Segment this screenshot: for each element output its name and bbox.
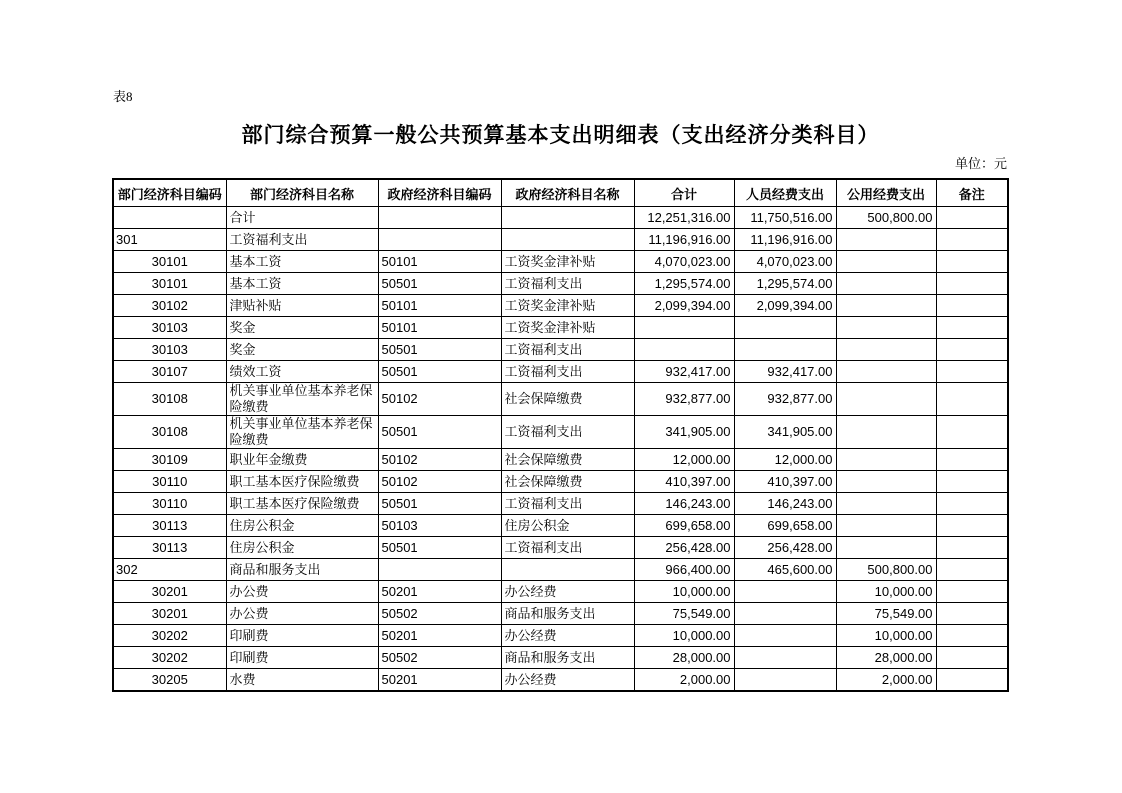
header-dept-name: 部门经济科目名称 — [226, 179, 378, 207]
cell-dept-name: 机关事业单位基本养老保险缴费 — [226, 416, 378, 449]
cell-dept-code: 302 — [113, 559, 226, 581]
cell-personnel — [734, 339, 836, 361]
cell-gov-code: 50501 — [378, 339, 501, 361]
cell-personnel: 2,099,394.00 — [734, 295, 836, 317]
cell-gov-name: 办公经费 — [501, 625, 634, 647]
table-row — [113, 603, 1008, 625]
cell-dept-name: 水费 — [226, 669, 378, 692]
cell-total: 12,251,316.00 — [634, 207, 734, 229]
cell-dept-name: 印刷费 — [226, 625, 378, 647]
cell-public-funds: 500,800.00 — [836, 559, 936, 581]
cell-dept-code: 30110 — [113, 471, 226, 493]
cell-dept-code: 30101 — [113, 251, 226, 273]
cell-dept-name: 办公费 — [226, 603, 378, 625]
cell-dept-code: 30201 — [113, 581, 226, 603]
cell-dept-name: 合计 — [226, 207, 378, 229]
header-remark: 备注 — [936, 179, 1008, 207]
cell-public-funds: 2,000.00 — [836, 669, 936, 692]
cell-remark — [936, 647, 1008, 669]
cell-total: 28,000.00 — [634, 647, 734, 669]
cell-public-funds — [836, 537, 936, 559]
table-row — [113, 295, 1008, 317]
cell-remark — [936, 559, 1008, 581]
cell-gov-code: 50101 — [378, 251, 501, 273]
table-row — [113, 581, 1008, 603]
cell-total: 10,000.00 — [634, 625, 734, 647]
cell-personnel: 11,196,916.00 — [734, 229, 836, 251]
cell-gov-name: 工资福利支出 — [501, 339, 634, 361]
cell-personnel: 1,295,574.00 — [734, 273, 836, 295]
table-row — [113, 625, 1008, 647]
cell-dept-code: 30101 — [113, 273, 226, 295]
cell-personnel: 465,600.00 — [734, 559, 836, 581]
cell-dept-code: 30202 — [113, 647, 226, 669]
cell-dept-code: 30103 — [113, 339, 226, 361]
cell-dept-name: 工资福利支出 — [226, 229, 378, 251]
cell-total: 4,070,023.00 — [634, 251, 734, 273]
header-row — [113, 179, 1008, 207]
header-personnel: 人员经费支出 — [734, 179, 836, 207]
cell-gov-name: 工资福利支出 — [501, 361, 634, 383]
cell-gov-code: 50201 — [378, 625, 501, 647]
cell-public-funds — [836, 361, 936, 383]
cell-remark — [936, 339, 1008, 361]
cell-gov-name: 工资福利支出 — [501, 273, 634, 295]
cell-public-funds — [836, 339, 936, 361]
cell-dept-name: 基本工资 — [226, 251, 378, 273]
cell-dept-name: 住房公积金 — [226, 537, 378, 559]
cell-public-funds — [836, 416, 936, 449]
cell-dept-code: 30113 — [113, 515, 226, 537]
table-row — [113, 339, 1008, 361]
cell-remark — [936, 383, 1008, 416]
table-row — [113, 207, 1008, 229]
cell-gov-name: 工资福利支出 — [501, 537, 634, 559]
table-header — [113, 179, 1008, 207]
cell-gov-code: 50501 — [378, 273, 501, 295]
document-page — [112, 0, 1009, 793]
cell-total: 2,000.00 — [634, 669, 734, 692]
cell-gov-code: 50102 — [378, 383, 501, 416]
cell-remark — [936, 581, 1008, 603]
cell-dept-code: 30113 — [113, 537, 226, 559]
table-row — [113, 416, 1008, 449]
header-gov-name: 政府经济科目名称 — [501, 179, 634, 207]
cell-remark — [936, 361, 1008, 383]
cell-gov-name: 社会保障缴费 — [501, 383, 634, 416]
cell-total: 256,428.00 — [634, 537, 734, 559]
table-row — [113, 559, 1008, 581]
cell-personnel: 699,658.00 — [734, 515, 836, 537]
cell-gov-code — [378, 559, 501, 581]
cell-remark — [936, 603, 1008, 625]
cell-remark — [936, 295, 1008, 317]
cell-gov-code: 50501 — [378, 493, 501, 515]
cell-total: 410,397.00 — [634, 471, 734, 493]
cell-dept-code: 30201 — [113, 603, 226, 625]
cell-total: 341,905.00 — [634, 416, 734, 449]
table-row — [113, 361, 1008, 383]
cell-remark — [936, 416, 1008, 449]
cell-dept-name: 商品和服务支出 — [226, 559, 378, 581]
cell-dept-code: 30109 — [113, 449, 226, 471]
cell-public-funds — [836, 515, 936, 537]
cell-dept-code: 30202 — [113, 625, 226, 647]
cell-public-funds: 75,549.00 — [836, 603, 936, 625]
table-row — [113, 383, 1008, 416]
cell-dept-code: 30108 — [113, 383, 226, 416]
table-row — [113, 647, 1008, 669]
cell-personnel: 11,750,516.00 — [734, 207, 836, 229]
cell-gov-name: 办公经费 — [501, 669, 634, 692]
cell-personnel: 932,877.00 — [734, 383, 836, 416]
cell-gov-code: 50502 — [378, 603, 501, 625]
cell-total — [634, 339, 734, 361]
budget-table — [112, 178, 1009, 692]
cell-dept-name: 奖金 — [226, 317, 378, 339]
cell-remark — [936, 317, 1008, 339]
cell-personnel: 410,397.00 — [734, 471, 836, 493]
cell-gov-code: 50102 — [378, 471, 501, 493]
cell-dept-code: 30110 — [113, 493, 226, 515]
cell-personnel: 146,243.00 — [734, 493, 836, 515]
cell-personnel: 256,428.00 — [734, 537, 836, 559]
table-row — [113, 317, 1008, 339]
cell-gov-code: 50101 — [378, 317, 501, 339]
cell-gov-code — [378, 229, 501, 251]
header-gov-code: 政府经济科目编码 — [378, 179, 501, 207]
cell-total: 12,000.00 — [634, 449, 734, 471]
cell-total: 932,417.00 — [634, 361, 734, 383]
cell-gov-name: 工资奖金津补贴 — [501, 295, 634, 317]
cell-dept-name: 职工基本医疗保险缴费 — [226, 493, 378, 515]
table-row — [113, 449, 1008, 471]
cell-remark — [936, 669, 1008, 692]
cell-gov-name: 商品和服务支出 — [501, 647, 634, 669]
table-row — [113, 229, 1008, 251]
cell-total: 932,877.00 — [634, 383, 734, 416]
unit-label: 单位：元 — [954, 156, 1007, 171]
cell-gov-code — [378, 207, 501, 229]
cell-gov-code: 50501 — [378, 416, 501, 449]
cell-dept-name: 职业年金缴费 — [226, 449, 378, 471]
cell-public-funds: 10,000.00 — [836, 625, 936, 647]
cell-public-funds — [836, 295, 936, 317]
cell-total: 1,295,574.00 — [634, 273, 734, 295]
cell-personnel: 12,000.00 — [734, 449, 836, 471]
cell-remark — [936, 229, 1008, 251]
cell-personnel — [734, 603, 836, 625]
cell-remark — [936, 273, 1008, 295]
cell-gov-name: 商品和服务支出 — [501, 603, 634, 625]
cell-gov-name — [501, 559, 634, 581]
cell-personnel: 4,070,023.00 — [734, 251, 836, 273]
cell-total: 146,243.00 — [634, 493, 734, 515]
cell-remark — [936, 625, 1008, 647]
table-row — [113, 493, 1008, 515]
cell-dept-name: 办公费 — [226, 581, 378, 603]
cell-gov-name: 办公经费 — [501, 581, 634, 603]
cell-personnel: 341,905.00 — [734, 416, 836, 449]
cell-public-funds: 10,000.00 — [836, 581, 936, 603]
cell-dept-code: 30103 — [113, 317, 226, 339]
table-row — [113, 669, 1008, 692]
cell-dept-code: 30108 — [113, 416, 226, 449]
cell-remark — [936, 251, 1008, 273]
cell-remark — [936, 471, 1008, 493]
cell-personnel — [734, 669, 836, 692]
cell-gov-code: 50502 — [378, 647, 501, 669]
cell-gov-name: 工资奖金津补贴 — [501, 251, 634, 273]
cell-personnel — [734, 647, 836, 669]
cell-gov-name: 社会保障缴费 — [501, 449, 634, 471]
cell-dept-name: 奖金 — [226, 339, 378, 361]
table-row — [113, 273, 1008, 295]
cell-dept-code: 30205 — [113, 669, 226, 692]
cell-personnel — [734, 625, 836, 647]
cell-gov-name — [501, 207, 634, 229]
cell-gov-code: 50201 — [378, 581, 501, 603]
cell-gov-code: 50102 — [378, 449, 501, 471]
cell-gov-name: 工资福利支出 — [501, 493, 634, 515]
cell-dept-code: 30102 — [113, 295, 226, 317]
table-row — [113, 537, 1008, 559]
cell-gov-name: 社会保障缴费 — [501, 471, 634, 493]
header-dept-code: 部门经济科目编码 — [113, 179, 226, 207]
cell-public-funds — [836, 449, 936, 471]
cell-public-funds: 28,000.00 — [836, 647, 936, 669]
cell-dept-name: 职工基本医疗保险缴费 — [226, 471, 378, 493]
cell-total — [634, 317, 734, 339]
cell-total: 75,549.00 — [634, 603, 734, 625]
cell-dept-code: 301 — [113, 229, 226, 251]
cell-gov-code: 50101 — [378, 295, 501, 317]
sheet-label: 表8 — [113, 89, 133, 104]
cell-personnel — [734, 317, 836, 339]
cell-public-funds — [836, 471, 936, 493]
table-row — [113, 251, 1008, 273]
cell-dept-name: 印刷费 — [226, 647, 378, 669]
cell-public-funds — [836, 229, 936, 251]
cell-total: 11,196,916.00 — [634, 229, 734, 251]
cell-gov-code: 50501 — [378, 361, 501, 383]
cell-dept-code: 30107 — [113, 361, 226, 383]
cell-public-funds — [836, 251, 936, 273]
table-row — [113, 515, 1008, 537]
cell-public-funds: 500,800.00 — [836, 207, 936, 229]
cell-gov-code: 50501 — [378, 537, 501, 559]
cell-remark — [936, 515, 1008, 537]
cell-gov-name: 工资福利支出 — [501, 416, 634, 449]
cell-public-funds — [836, 493, 936, 515]
cell-gov-name: 住房公积金 — [501, 515, 634, 537]
cell-gov-name: 工资奖金津补贴 — [501, 317, 634, 339]
cell-total: 699,658.00 — [634, 515, 734, 537]
cell-dept-name: 津贴补贴 — [226, 295, 378, 317]
table-row — [113, 471, 1008, 493]
cell-personnel: 932,417.00 — [734, 361, 836, 383]
cell-public-funds — [836, 383, 936, 416]
cell-public-funds — [836, 273, 936, 295]
cell-gov-code: 50103 — [378, 515, 501, 537]
cell-dept-name: 机关事业单位基本养老保险缴费 — [226, 383, 378, 416]
cell-total: 2,099,394.00 — [634, 295, 734, 317]
cell-public-funds — [836, 317, 936, 339]
cell-dept-code — [113, 207, 226, 229]
cell-remark — [936, 207, 1008, 229]
cell-total: 966,400.00 — [634, 559, 734, 581]
cell-dept-name: 住房公积金 — [226, 515, 378, 537]
cell-remark — [936, 493, 1008, 515]
table-body — [113, 207, 1008, 692]
cell-gov-name — [501, 229, 634, 251]
cell-remark — [936, 449, 1008, 471]
cell-personnel — [734, 581, 836, 603]
cell-remark — [936, 537, 1008, 559]
header-public-funds: 公用经费支出 — [836, 179, 936, 207]
cell-gov-code: 50201 — [378, 669, 501, 692]
cell-dept-name: 绩效工资 — [226, 361, 378, 383]
header-total: 合计 — [634, 179, 734, 207]
cell-total: 10,000.00 — [634, 581, 734, 603]
cell-dept-name: 基本工资 — [226, 273, 378, 295]
page-title: 部门综合预算一般公共预算基本支出明细表（支出经济分类科目） — [241, 123, 880, 147]
